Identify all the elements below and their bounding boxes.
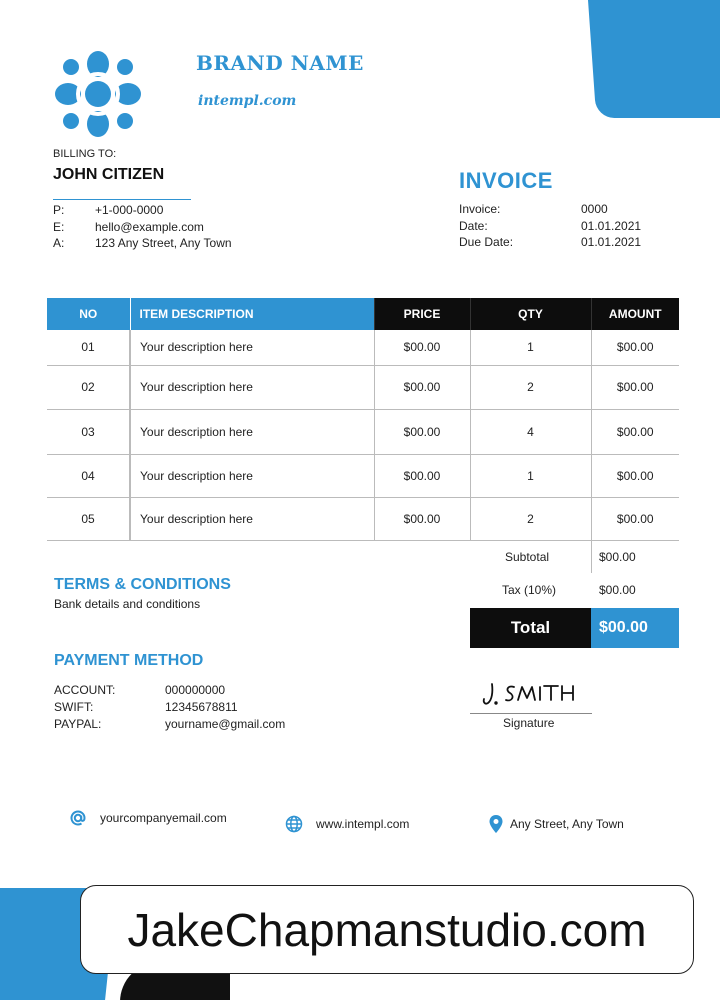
meta-key: Due Date: xyxy=(459,235,514,250)
header-amount: AMOUNT xyxy=(591,298,679,330)
items-table xyxy=(47,298,679,541)
cell-amount: $00.00 xyxy=(591,409,679,454)
signature-line xyxy=(470,713,592,714)
corner-decoration-top xyxy=(588,0,720,118)
cell-amount: $00.00 xyxy=(591,330,679,365)
payment-method-title: PAYMENT METHOD xyxy=(54,652,204,669)
table-row xyxy=(47,454,679,497)
payment-value: yourname@gmail.com xyxy=(165,716,286,731)
brand-website: intempl.com xyxy=(198,93,297,109)
cell-no: 01 xyxy=(47,330,130,365)
footer-email xyxy=(68,808,227,828)
brand-name: BRAND NAME xyxy=(196,51,364,75)
cell-no: 02 xyxy=(47,365,130,409)
header-no: NO xyxy=(47,298,130,330)
footer-website xyxy=(284,814,409,834)
cell-no: 04 xyxy=(47,454,130,497)
watermark-banner: JakeChapmanstudio.com xyxy=(80,885,694,974)
subtotal-label: Subtotal xyxy=(505,550,550,564)
cell-price: $00.00 xyxy=(374,330,470,365)
footer-address-text: Any Street, Any Town xyxy=(510,817,624,831)
invoice-due-date xyxy=(459,234,641,251)
meta-value: 01.01.2021 xyxy=(581,235,642,250)
contact-key: P: xyxy=(53,203,65,218)
header-price: PRICE xyxy=(374,298,470,330)
footer-website-text: www.intempl.com xyxy=(316,817,410,831)
contact-key: E: xyxy=(53,219,65,234)
cell-price: $00.00 xyxy=(374,454,470,497)
total-value: $00.00 xyxy=(591,608,679,648)
payment-value: 000000000 xyxy=(165,682,226,697)
signature-label: Signature xyxy=(503,716,555,730)
invoice-date xyxy=(459,218,641,235)
location-pin-icon xyxy=(486,814,506,834)
meta-value: 01.01.2021 xyxy=(581,218,642,233)
subtotal-divider xyxy=(591,541,592,573)
total-label: Total xyxy=(470,608,591,648)
cell-qty: 4 xyxy=(470,409,591,454)
invoice-meta xyxy=(459,201,641,251)
table-row xyxy=(47,365,679,409)
cell-amount: $00.00 xyxy=(591,454,679,497)
cell-description: Your description here xyxy=(130,409,374,454)
payment-paypal xyxy=(54,715,285,732)
contact-value: 123 Any Street, Any Town xyxy=(95,236,232,251)
footer-email-text: yourcompanyemail.com xyxy=(100,811,227,825)
client-name-underline xyxy=(53,199,191,200)
meta-key: Invoice: xyxy=(459,202,501,217)
invoice-number xyxy=(459,201,641,218)
cell-amount: $00.00 xyxy=(591,365,679,409)
table-row xyxy=(47,409,679,454)
client-name: JOHN CITIZEN xyxy=(53,166,165,183)
cell-no: 03 xyxy=(47,409,130,454)
header-qty: QTY xyxy=(470,298,591,330)
contact-value: +1-000-0000 xyxy=(95,203,164,218)
contact-value: hello@example.com xyxy=(95,219,204,234)
footer-address xyxy=(486,814,624,834)
client-contact-list xyxy=(53,202,232,252)
cell-qty: 2 xyxy=(470,365,591,409)
cell-description: Your description here xyxy=(130,454,374,497)
payment-key: PAYPAL: xyxy=(54,716,102,731)
tax-value: $00.00 xyxy=(599,583,636,597)
tax-label: Tax (10%) xyxy=(502,583,557,597)
cell-amount: $00.00 xyxy=(591,497,679,540)
invoice-title: INVOICE xyxy=(459,168,553,193)
cell-qty: 1 xyxy=(470,330,591,365)
cell-qty: 1 xyxy=(470,454,591,497)
brand-logo-icon xyxy=(52,48,144,140)
subtotal-value: $00.00 xyxy=(599,550,636,564)
meta-value: 0000 xyxy=(581,202,608,217)
table-header-row xyxy=(47,298,679,330)
payment-account xyxy=(54,681,285,698)
cell-description: Your description here xyxy=(130,330,374,365)
payment-value: 12345678811 xyxy=(165,699,238,714)
contact-phone xyxy=(53,202,232,219)
payment-key: ACCOUNT: xyxy=(54,682,116,697)
meta-key: Date: xyxy=(459,218,488,233)
header-description: ITEM DESCRIPTION xyxy=(130,298,374,330)
contact-key: A: xyxy=(53,236,65,251)
cell-qty: 2 xyxy=(470,497,591,540)
billing-label: BILLING TO: xyxy=(53,148,117,160)
payment-swift xyxy=(54,698,285,715)
handwritten-signature xyxy=(480,678,584,710)
cell-no: 05 xyxy=(47,497,130,540)
table-row xyxy=(47,497,679,540)
terms-title: TERMS & CONDITIONS xyxy=(54,576,231,593)
at-icon xyxy=(68,808,88,828)
table-row xyxy=(47,330,679,365)
terms-text: Bank details and conditions xyxy=(54,597,201,611)
payment-key: SWIFT: xyxy=(54,699,94,714)
cell-description: Your description here xyxy=(130,497,374,540)
cell-price: $00.00 xyxy=(374,365,470,409)
cell-price: $00.00 xyxy=(374,497,470,540)
globe-icon xyxy=(284,814,304,834)
contact-email xyxy=(53,219,232,236)
contact-address xyxy=(53,235,232,252)
cell-description: Your description here xyxy=(130,365,374,409)
cell-price: $00.00 xyxy=(374,409,470,454)
payment-details xyxy=(54,681,285,732)
